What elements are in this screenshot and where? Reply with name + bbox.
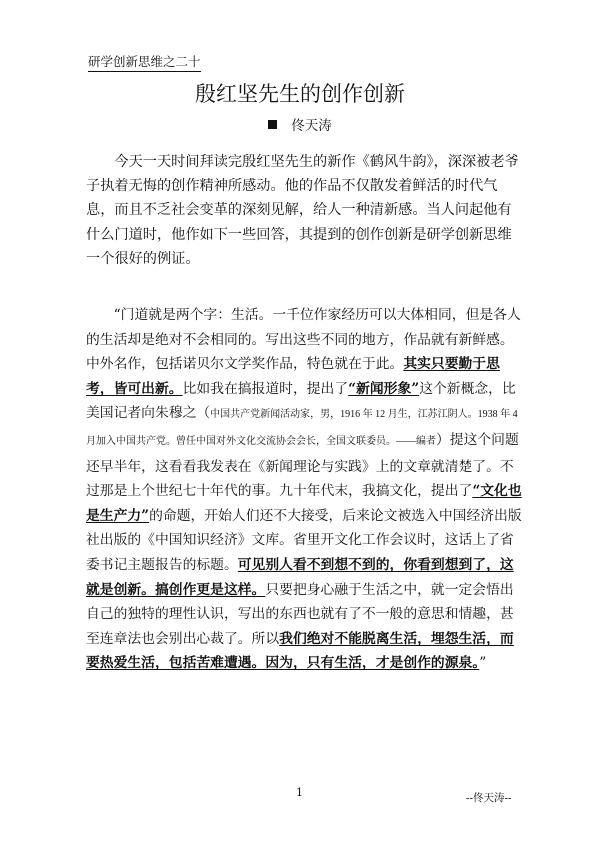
quote-text-6: 只要把身心融于生活之中，就一定会悟出自己的独特的理性认识，写出的东西也就有了不一般的意思和情趣，甚至连章法也会别出心裁了。所以 <box>86 581 514 647</box>
quote-text-4: ）提这个问题还早半年，这看看我发表在《新闻理论与实践》上的文章就清楚了。不过那是上个世纪七十年代的事。九十年代末，我搞文化，提出了 <box>86 431 519 500</box>
quote-text-5: 的命题，开始人们还不大接受，后来论文被选入中国经济出版社出版的《中国知识经济》文库。省里开文化工作会议时，这话上了省委书记主题报告的标题。 <box>86 507 522 573</box>
emphasis-2: “新闻形象” <box>348 380 420 397</box>
emphasis-1: 其实只要勤于思考，皆可出新。 <box>86 356 500 397</box>
emphasis-5: 我们绝对不能脱离生活，埋怨生活，而要热爱生活，包括苦难遭遇。因为，只有生活，才是创作的源泉。 <box>86 630 514 672</box>
footer-author: --佟天涛-- <box>466 793 512 804</box>
emphasis-4: 可见别人看不到想不到的，你看到想到了，这就是创新。搞创作更是这样。 <box>86 556 514 598</box>
quote-text-2: 比如我在搞报道时，提出了 <box>182 380 349 397</box>
page-number: 1 <box>296 786 303 799</box>
quote-paragraph <box>86 303 522 676</box>
author-name: 佟天涛 <box>291 118 332 134</box>
quote-text-7: ” <box>479 655 487 672</box>
quote-text-3: 这个新概念，比美国记者向朱穆之（ <box>86 380 516 422</box>
page-title: 殷红坚先生的创作创新 <box>195 82 405 106</box>
series-label: 研学创新思维之二十 <box>88 52 201 72</box>
quote-text-1: “门道就是两个字：生活。一千位作家经历可以大体相同，但是各人的生活却是绝对不会相同的。写出这些不同的地方，作品就有新鲜感。中外名作，包括诺贝尔文学奖作品，特色就在于此。 <box>86 307 521 373</box>
byline <box>0 114 600 134</box>
emphasis-3: “文化也是生产力” <box>86 483 522 524</box>
editor-note: 中国共产党新闻活动家，男，1916 年 12 月生，江苏江阴人。1938 年 4 月加入中国共产党。曾任中国对外文化交流协会会长，全国文联委员。——编者 <box>86 409 518 447</box>
intro-paragraph: 今天一天时间拜读完殷红坚先生的新作《鹤风牛韵》，深深被老爷子执着无悔的创作精神所感动。他的作品不仅散发着鲜活的时代气息，而且不乏社会变革的深刻见解，给人一种清新感。当人问起他有什么门道时，他作如下一些回答，其提到的创作创新是研学创新思维一个很好的例证。 <box>86 154 519 267</box>
square-bullet-icon <box>268 120 277 129</box>
